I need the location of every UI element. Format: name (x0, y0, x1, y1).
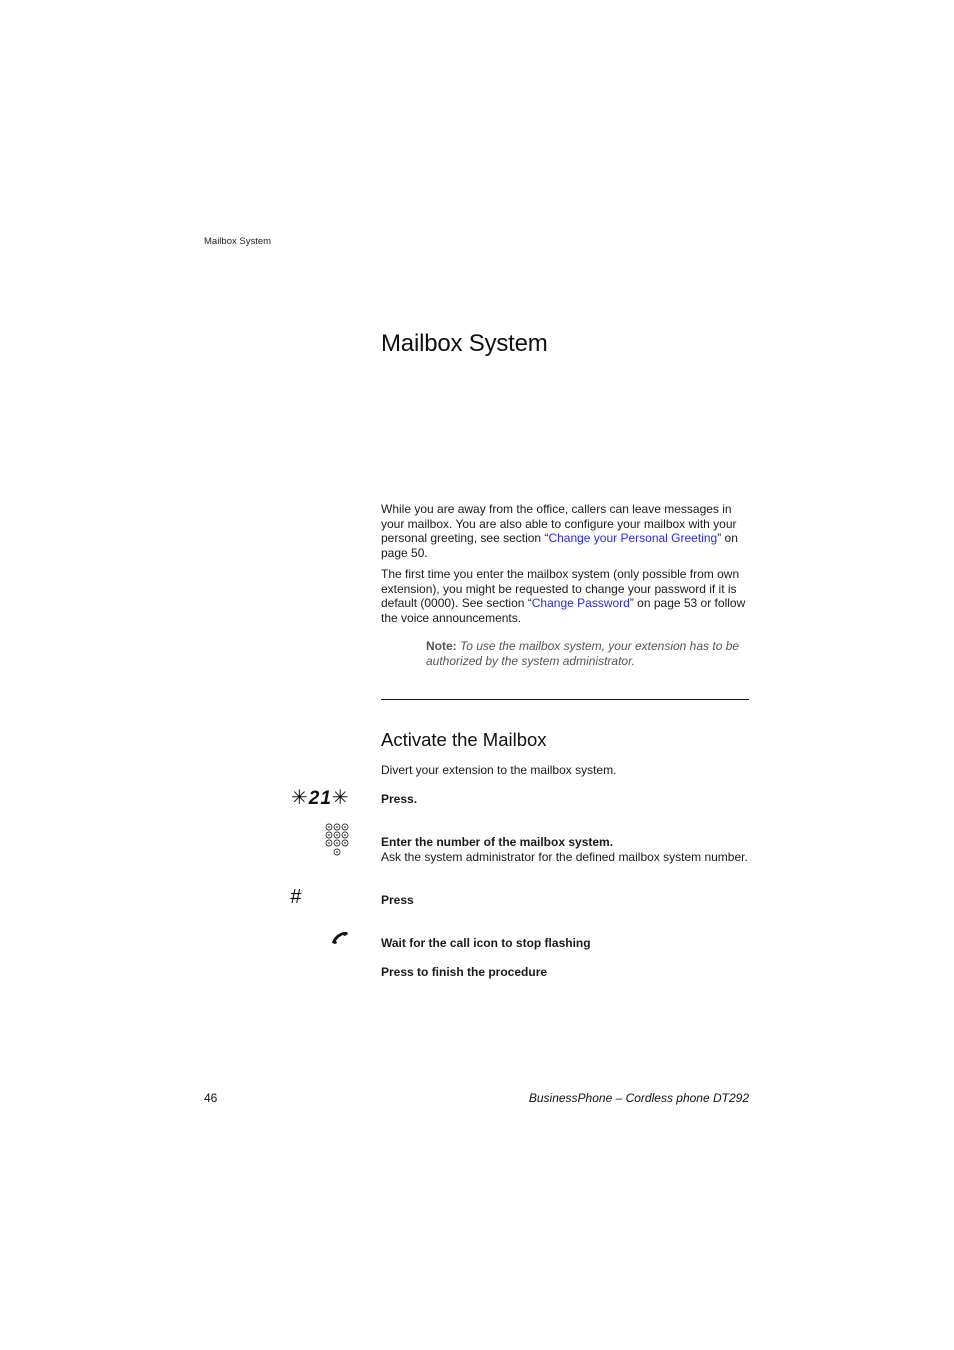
intro-p1-after: ” on page 50. (381, 531, 738, 561)
page-title: Mailbox System (381, 330, 548, 357)
step-wait (381, 936, 753, 951)
intro-p2-after: ” on page 53 or follow the voice announcements. (381, 596, 746, 626)
note-text: To use the mailbox system, your extension has to be authorized by the system administrator. (426, 639, 740, 668)
step-enter-number (381, 835, 753, 864)
intro-paragraph-2 (381, 567, 753, 626)
intro-p2-text: The first time you enter the mailbox system (only possible from own extension), you might be requested to change your password if it is default (0000). See section “ (381, 567, 740, 611)
intro-paragraph-1 (381, 502, 753, 561)
note-label: Note: (426, 639, 457, 653)
keypad-icon (325, 823, 351, 859)
key-digits: 21 (308, 788, 332, 809)
step-finish (381, 965, 753, 980)
intro-p1-text: While you are away from the office, callers can leave messages in your mailbox. You are also able to configure your mailbox with your personal greeting, see section “ (381, 502, 737, 546)
running-header: Mailbox System (204, 236, 272, 247)
step-press-code-text: Press. (381, 792, 418, 806)
hash-key-icon: # (290, 886, 302, 908)
note (426, 639, 752, 669)
section-divider (381, 699, 749, 700)
step-press-hash (381, 893, 753, 908)
step-enter-number-detail: Ask the system administrator for the defined mailbox system number. (381, 849, 748, 864)
star-key-icon: ✳ (331, 787, 350, 809)
star-key-icon: ✳ (291, 787, 309, 809)
step-press-code (381, 792, 753, 807)
section-description: Divert your extension to the mailbox system. (381, 763, 617, 777)
footer-product: BusinessPhone – Cordless phone DT292 (528, 1091, 749, 1105)
step-finish-text: Press to finish the procedure (381, 965, 548, 979)
step-wait-text: Wait for the call icon to stop flashing (381, 936, 591, 950)
key-code-star-21-star (291, 785, 350, 810)
page-number: 46 (204, 1091, 218, 1105)
change-greeting-link[interactable]: Change your Personal Greeting (548, 531, 718, 546)
change-password-link[interactable]: Change Password (531, 596, 630, 611)
phone-handset-icon (330, 931, 350, 945)
section-title: Activate the Mailbox (381, 729, 547, 750)
step-press-hash-text: Press (381, 893, 414, 907)
step-enter-number-text: Enter the number of the mailbox system. (381, 835, 614, 849)
